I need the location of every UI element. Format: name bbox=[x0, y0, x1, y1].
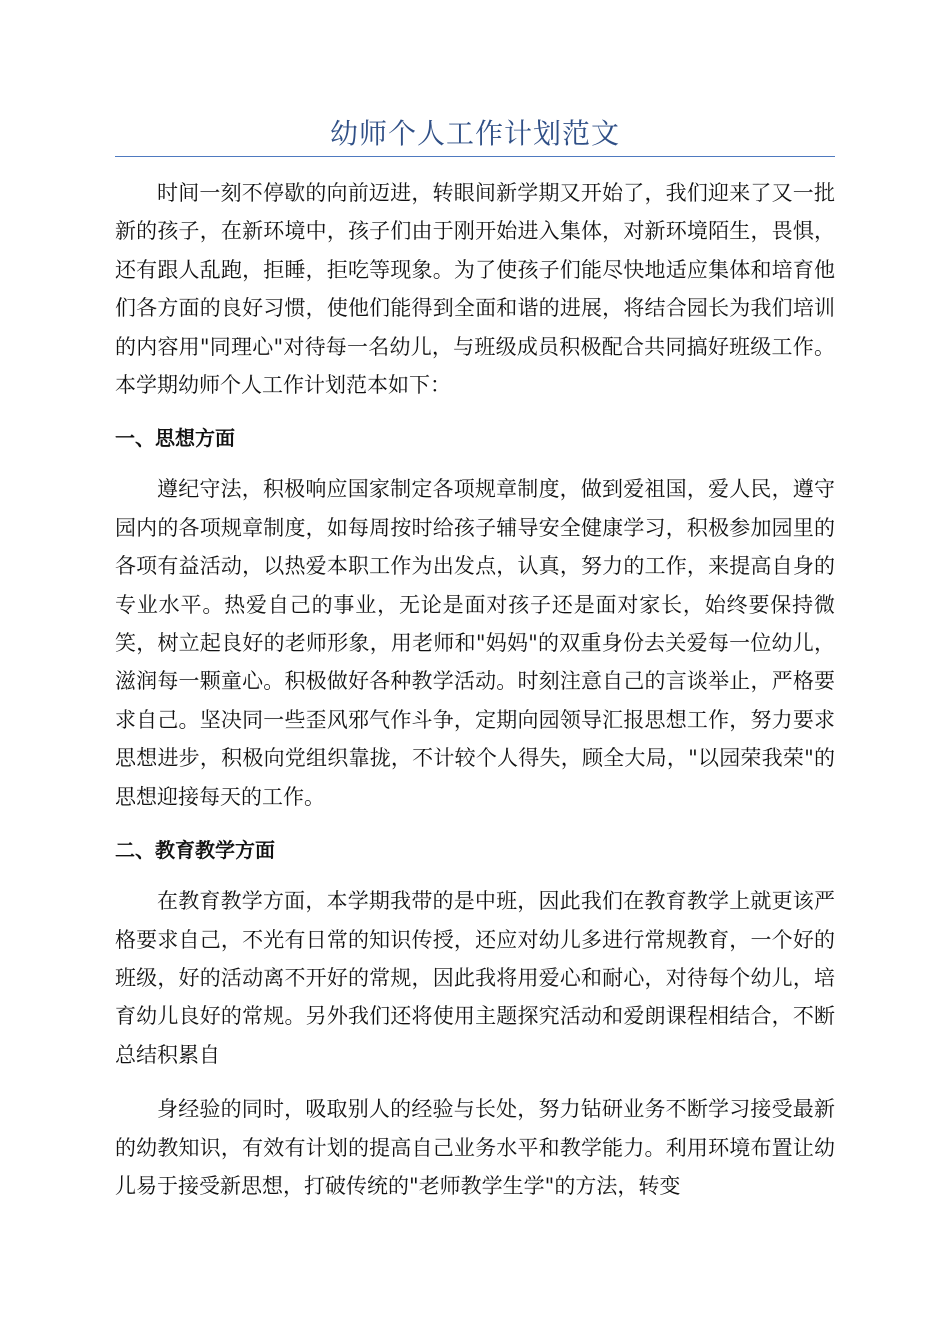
document-title: 幼师个人工作计划范文 bbox=[329, 117, 620, 150]
section-paragraph: 在教育教学方面，本学期我带的是中班，因此我们在教育教学上就更该严格要求自己，不光有日常的知识传授，还应对幼儿多进行常规教育，一个好的班级，好的活动离不开好的常规，因此我将用爱心和耐心，对待每个幼儿，培育幼儿良好的常规。另外我们还将使用主题探究活动和爱朗课程相结合，不断总结积累自 bbox=[115, 889, 835, 1067]
intro-paragraph: 时间一刻不停歇的向前迈进，转眼间新学期又开始了，我们迎来了又一批新的孩子，在新环境中，孩子们由于刚开始进入集体，对新环境陌生，畏惧，还有跟人乱跑，拒睡，拒吃等现象。为了使孩子们能尽快地适应集体和培育他们各方面的良好习惯，使他们能得到全面和谐的进展，将结合园长为我们培训的内容用"同理心"对待每一名幼儿，与班级成员积极配合共同搞好班级工作。本学期幼师个人工作计划范本如下： bbox=[115, 181, 835, 398]
section-paragraph: 身经验的同时，吸取别人的经验与长处，努力钻研业务不断学习接受最新的幼教知识，有效有计划的提高自己业务水平和教学能力。利用环境布置让幼儿易于接受新思想，打破传统的"老师教学生学"的方法，转变 bbox=[115, 1097, 835, 1198]
title-underline bbox=[115, 156, 835, 157]
section-paragraph: 遵纪守法，积极响应国家制定各项规章制度，做到爱祖国，爱人民，遵守园内的各项规章制度，如每周按时给孩子辅导安全健康学习，积极参加园里的各项有益活动，以热爱本职工作为出发点，认真，努力的工作，来提高自身的专业水平。热爱自己的事业，无论是面对孩子还是面对家长，始终要保持微笑，树立起良好的老师形象，用老师和"妈妈"的双重身份去关爱每一位幼儿，滋润每一颗童心。积极做好各种教学活动。时刻注意自己的言谈举止，严格要求自己。坚决同一些歪风邪气作斗争，定期向园领导汇报思想工作，努力要求思想进步，积极向党组织靠拢，不计较个人得失，顾全大局，"以园荣我荣"的思想迎接每天的工作。 bbox=[115, 477, 835, 809]
section-heading-thought: 一、思想方面 bbox=[115, 426, 235, 451]
section-heading-teaching: 二、教育教学方面 bbox=[115, 838, 275, 863]
document-body bbox=[115, 174, 835, 1221]
